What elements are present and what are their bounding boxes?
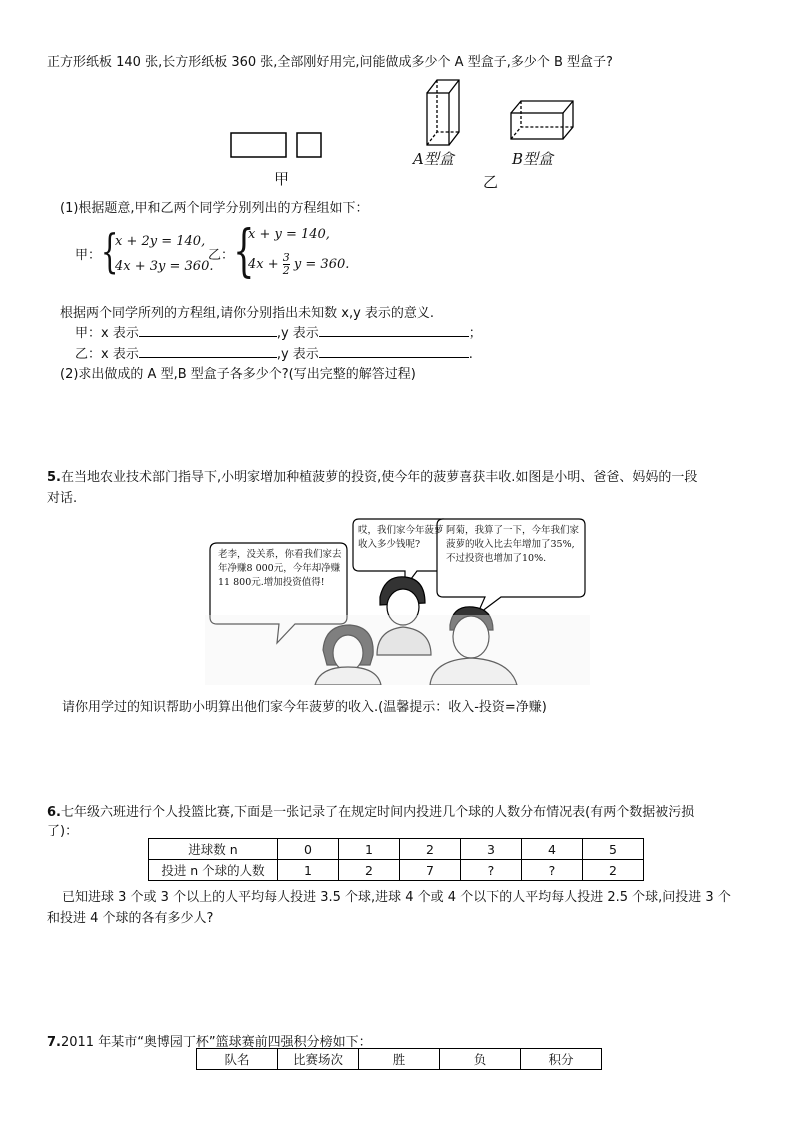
table-head-cell: 负 <box>440 1049 521 1070</box>
q7-line1: 7.2011 年某市“奥博园丁杯”篮球赛前四强积分榜如下： <box>47 1035 372 1050</box>
jia-brace: { <box>100 224 119 278</box>
table-head-cell: 投进 n 个球的人数 <box>149 860 278 881</box>
jia-answer-line: 甲：x 表示 ,y 表示 ； <box>75 326 482 341</box>
yi-eq2: 4x + $\frac{3}{2}$ y = 360. <box>248 251 350 277</box>
bubble-right-text: 阿菊，我算了一下，今年我们家菠萝的收入比去年增加了35%,不过投资也增加了10%. <box>446 525 580 564</box>
table-head-cell: 比赛场次 <box>278 1049 359 1070</box>
q7-table <box>196 1048 602 1070</box>
table-cell: 1 <box>339 839 400 860</box>
figure-label-box-b: B型盒 <box>512 150 554 168</box>
yi-eq1: x + y = 140, <box>248 227 330 242</box>
jia-y-blank[interactable] <box>319 324 469 337</box>
q5-line2: 对话. <box>47 491 78 506</box>
table-cell: 1 <box>278 860 339 881</box>
q6-table <box>148 838 644 881</box>
q4-part1: (1)根据题意,甲和乙两个同学分别列出的方程组如下： <box>60 201 369 216</box>
table-cell: ? <box>522 860 583 881</box>
q5-line1: 5.在当地农业技术部门指导下,小明家增加种植菠萝的投资,使今年的菠萝喜获丰收.如图是小明、爸爸、妈妈的一段 <box>47 470 698 485</box>
table-cell: 5 <box>583 839 644 860</box>
table-cell: 0 <box>278 839 339 860</box>
q4-instruction: 根据两个同学所列的方程组,请你分别指出未知数 x,y 表示的意义. <box>60 306 435 321</box>
jia-label: 甲： <box>75 248 102 263</box>
figure-label-jia: 甲 <box>274 170 290 188</box>
table-cell: 4 <box>522 839 583 860</box>
table-cell: ? <box>461 860 522 881</box>
table-row <box>149 860 644 881</box>
table-head-cell: 积分 <box>521 1049 602 1070</box>
yi-brace: { <box>233 219 255 284</box>
jia-eq2: 4x + 3y = 360. <box>115 259 214 274</box>
bubble-mid-text: 哎，我们家今年菠萝收入多少钱呢? <box>358 525 444 550</box>
yi-label: 乙： <box>208 248 235 263</box>
rectangle-board <box>231 133 286 157</box>
table-cell: 3 <box>461 839 522 860</box>
q4-intro: 正方形纸板 140 张,长方形纸板 360 张,全部刚好用完,问能做成多少个 A 型盒子,多少个 B 型盒子? <box>47 55 613 70</box>
figure-label-yi: 乙 <box>483 173 499 191</box>
table-cell: 7 <box>400 860 461 881</box>
box-a-drawing <box>427 80 459 145</box>
table-cell: 2 <box>583 860 644 881</box>
table-row <box>197 1049 602 1070</box>
table-cell: 2 <box>400 839 461 860</box>
bubble-left-text: 老李，没关系，你看我们家去年净赚8 000元，今年却净赚11 800元.增加投资值得! <box>218 549 342 588</box>
q5-question: 请你用学过的知识帮助小明算出他们家今年菠萝的收入.(温馨提示：收入-投资=净赚) <box>62 700 547 715</box>
q6-text1: 已知进球 3 个或 3 个以上的人平均每人投进 3.5 个球,进球 4 个或 4 个以下的人平均每人投进 2.5 个球,问投进 3 个 <box>62 890 731 905</box>
jia-eq1: x + 2y = 140, <box>115 234 206 249</box>
box-b-drawing <box>511 101 573 139</box>
q6-line1: 6.七年级六班进行个人投篮比赛,下面是一张记录了在规定时间内投进几个球的人数分布情况表(有两个数据被污损 <box>47 805 695 820</box>
yi-y-blank[interactable] <box>319 345 469 358</box>
jia-x-blank[interactable] <box>139 324 277 337</box>
table-head-cell: 队名 <box>197 1049 278 1070</box>
table-row <box>149 839 644 860</box>
figure-label-box-a: A型盒 <box>413 150 454 168</box>
yi-answer-line: 乙：x 表示 ,y 表示 . <box>75 347 473 362</box>
q4-part2: (2)求出做成的 A 型,B 型盒子各多少个?(写出完整的解答过程) <box>60 367 416 382</box>
square-board <box>297 133 321 157</box>
table-cell: 2 <box>339 860 400 881</box>
q6-line2: 了)： <box>47 824 79 839</box>
q6-text2: 和投进 4 个球的各有多少人? <box>47 911 214 926</box>
table-head-cell: 胜 <box>359 1049 440 1070</box>
yi-x-blank[interactable] <box>139 345 277 358</box>
table-head-cell: 进球数 n <box>149 839 278 860</box>
